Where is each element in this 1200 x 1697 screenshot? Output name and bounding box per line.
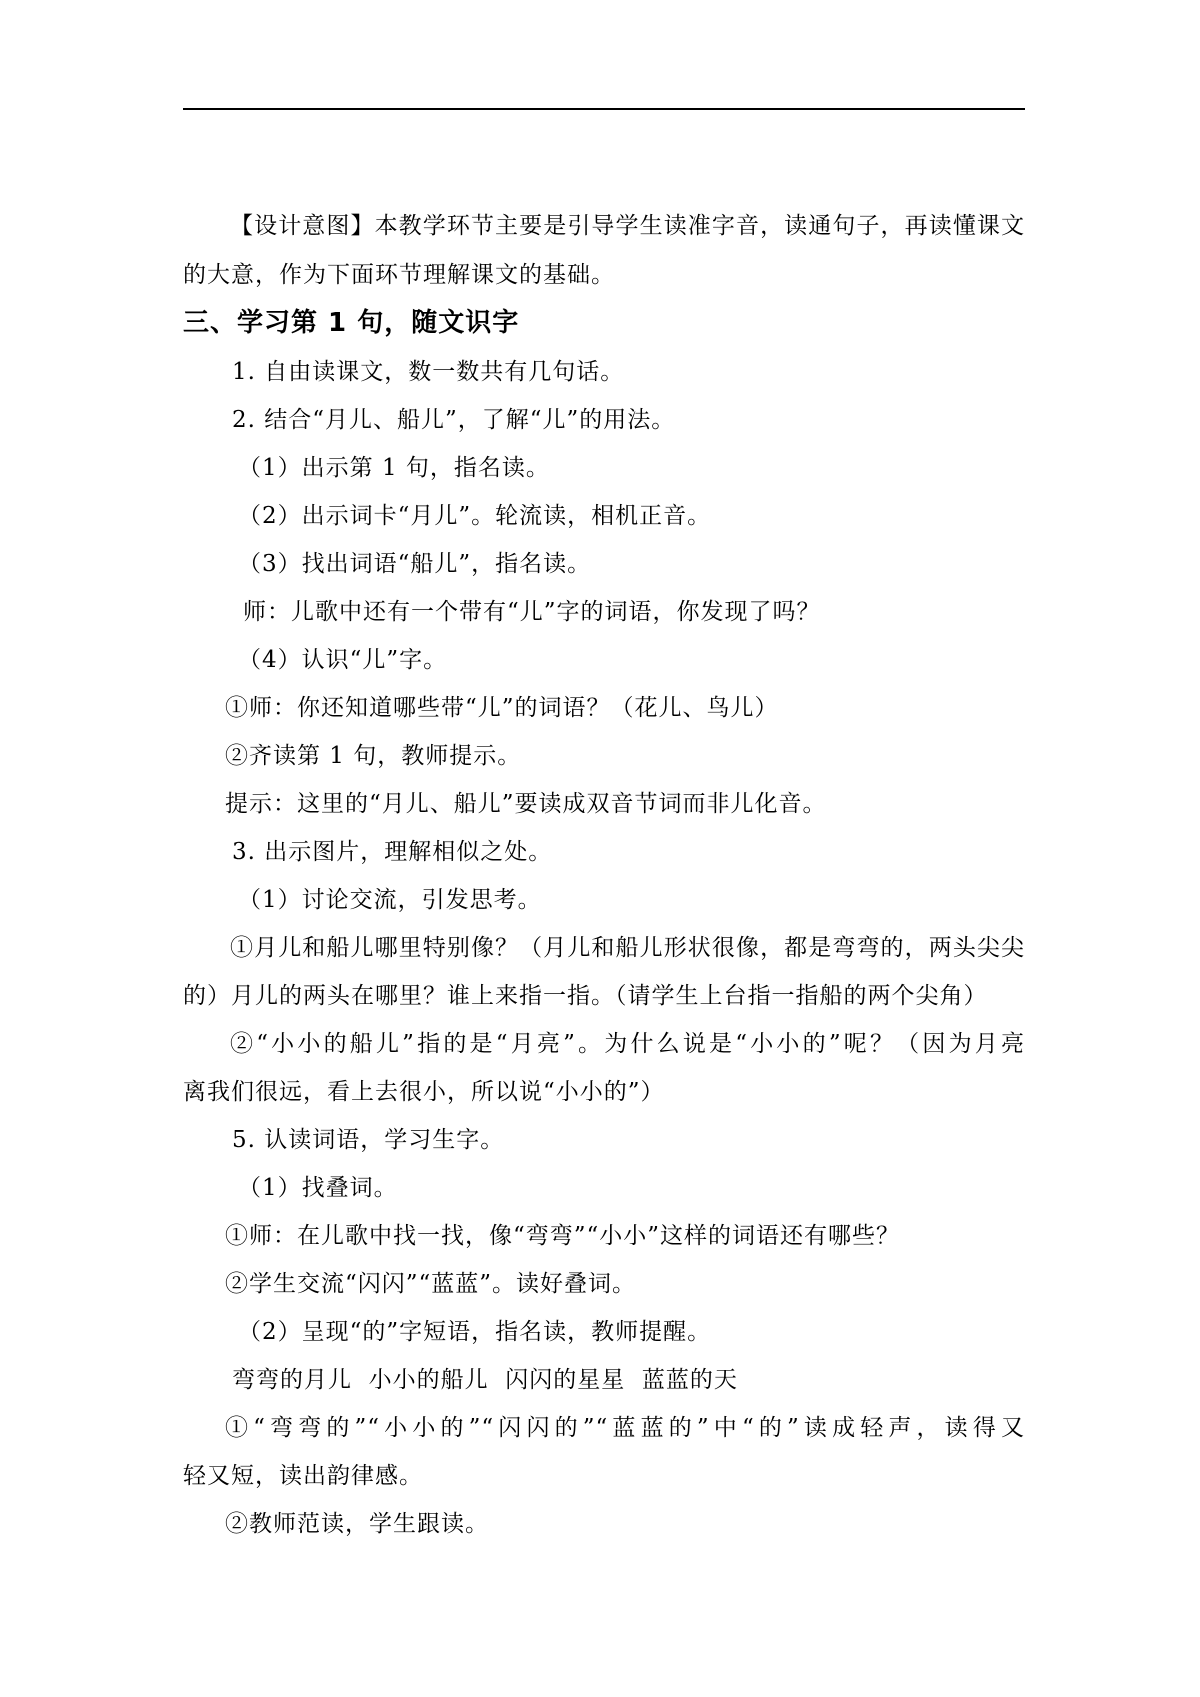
- step-3: 3. 出示图片，理解相似之处。: [232, 839, 553, 865]
- step-5-sub-2: （2）呈现“的”字短语，指名读，教师提醒。: [238, 1319, 712, 1345]
- step-5-sub-1: （1）找叠词。: [238, 1175, 398, 1201]
- step-3-sub-1: （1）讨论交流，引发思考。: [238, 887, 542, 913]
- step-5-item-2: ②学生交流“闪闪”“蓝蓝”。读好叠词。: [225, 1271, 637, 1297]
- step-3-item-1-line-2: 的）月儿的两头在哪里？谁上来指一指。（请学生上台指一指船的两个尖角）: [183, 983, 988, 1009]
- step-2-sub-2: （2）出示词卡“月儿”。轮流读，相机正音。: [238, 503, 712, 529]
- step-5: 5. 认读词语，学习生字。: [232, 1127, 505, 1153]
- step-2-sub-4: （4）认识“儿”字。: [238, 647, 448, 673]
- step-5-item-4: ②教师范读，学生跟读。: [225, 1511, 489, 1537]
- step-3-item-1-line-1: ①月儿和船儿哪里特别像？（月儿和船儿形状很像，都是弯弯的，两头尖尖: [230, 935, 1025, 961]
- step-5-item-3-line-1: ①“弯弯的”“小小的”“闪闪的”“蓝蓝的”中“的”读成轻声，读得又: [225, 1415, 1025, 1441]
- header-rule: [183, 108, 1025, 110]
- section-heading: 三、学习第 1 句，随文识字: [183, 308, 520, 338]
- phrase-list: 弯弯的月儿 小小的船儿 闪闪的星星 蓝蓝的天: [232, 1367, 738, 1393]
- step-2-item-2: ②齐读第 1 句，教师提示。: [225, 743, 522, 769]
- tip-line: 提示：这里的“月儿、船儿”要读成双音节词而非儿化音。: [225, 791, 827, 817]
- step-3-item-2-line-2: 离我们很远，看上去很小，所以说“小小的”）: [183, 1079, 665, 1105]
- step-5-item-1: ①师：在儿歌中找一找，像“弯弯”“小小”这样的词语还有哪些？: [225, 1223, 901, 1249]
- step-2-item-1: ①师：你还知道哪些带“儿”的词语？（花儿、鸟儿）: [225, 695, 779, 721]
- step-5-item-3-line-2: 轻又短，读出韵律感。: [183, 1463, 423, 1489]
- step-2: 2. 结合“月儿、船儿”，了解“儿”的用法。: [232, 407, 676, 433]
- step-1: 1. 自由读课文，数一数共有几句话。: [232, 359, 625, 385]
- design-intent-line-2: 的大意，作为下面环节理解课文的基础。: [183, 262, 615, 288]
- step-3-item-2-line-1: ②“小小的船儿”指的是“月亮”。为什么说是“小小的”呢？（因为月亮: [230, 1031, 1025, 1057]
- step-2-sub-3: （3）找出词语“船儿”，指名读。: [238, 551, 592, 577]
- step-2-sub-1: （1）出示第 1 句，指名读。: [238, 455, 550, 481]
- design-intent-line-1: 【设计意图】本教学环节主要是引导学生读准字音，读通句子，再读懂课文: [230, 213, 1025, 239]
- teacher-question-1: 师：儿歌中还有一个带有“儿”字的词语，你发现了吗？: [243, 599, 821, 625]
